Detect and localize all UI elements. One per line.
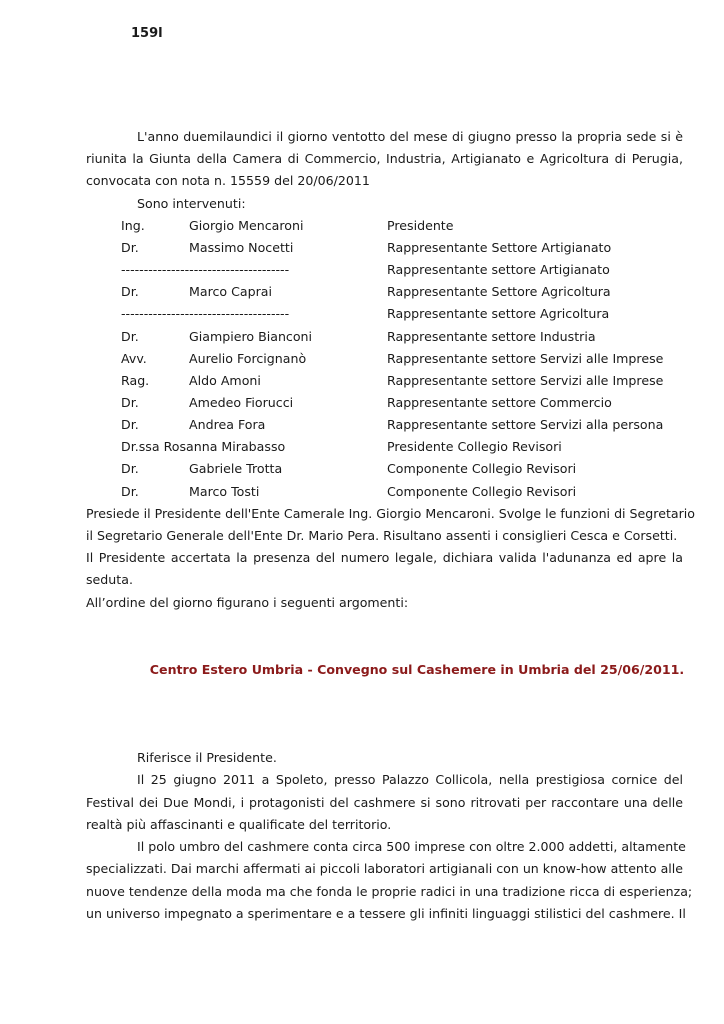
attendee-name: Andrea Fora: [189, 417, 266, 432]
attendee-title: Dr.: [121, 240, 139, 255]
attendee-role: Rappresentante Settore Agricoltura: [387, 284, 611, 299]
presiede-line-5: All’ordine del giorno figurano i seguenti argomenti:: [86, 595, 409, 610]
attendee-title: Dr.: [121, 395, 139, 410]
attendee-title: -------------------------------------: [121, 306, 290, 321]
attendee-name: Aldo Amoni: [189, 373, 261, 388]
intro-line-3: convocata con nota n. 15559 del 20/06/2011: [86, 173, 370, 188]
attendee-role: Rappresentante settore Artigianato: [387, 262, 610, 277]
intro-line-1: L'anno duemilaundici il giorno ventotto del mese di giugno presso la propria sede si è: [137, 129, 683, 144]
attendee-title: Dr.: [121, 417, 139, 432]
attendee-role: Rappresentante settore Commercio: [387, 395, 612, 410]
presiede-line-1: Presiede il Presidente dell'Ente Camerale Ing. Giorgio Mencaroni. Svolge le funzioni di Segretario: [86, 506, 695, 521]
body-line-7: nuove tendenze della moda ma che fonda le proprie radici in una tradizione ricca di esperienza;: [86, 884, 693, 899]
attendee-name: Aurelio Forcignanò: [189, 351, 307, 366]
attendee-role: Presidente: [387, 218, 454, 233]
body-line-2: Il 25 giugno 2011 a Spoleto, presso Palazzo Collicola, nella prestigiosa cornice del: [137, 772, 683, 787]
attendee-role: Rappresentante settore Agricoltura: [387, 306, 610, 321]
attendee-name: Giorgio Mencaroni: [189, 218, 304, 233]
attendee-name: Marco Caprai: [189, 284, 273, 299]
page-number: 159l: [131, 26, 163, 41]
attendee-title: Dr.: [121, 484, 139, 499]
attendee-role: Componente Collegio Revisori: [387, 461, 577, 476]
attendee-name: Marco Tosti: [189, 484, 260, 499]
attendee-title: Dr.: [121, 461, 139, 476]
attendee-name: Giampiero Bianconi: [189, 329, 313, 344]
attendee-role: Rappresentante Settore Artigianato: [387, 240, 612, 255]
presiede-line-4: seduta.: [86, 572, 133, 587]
agenda-title: Centro Estero Umbria - Convegno sul Cashemere in Umbria del 25/06/2011.: [149, 662, 685, 677]
body-line-1: Riferisce il Presidente.: [137, 750, 277, 765]
body-line-4: realtà più affascinanti e qualificate del territorio.: [86, 817, 392, 832]
presiede-line-2: il Segretario Generale dell'Ente Dr. Mario Pera. Risultano assenti i consiglieri Cesca e Corsetti.: [86, 528, 678, 543]
attendee-name: Massimo Nocetti: [189, 240, 294, 255]
attendee-role: Rappresentante settore Servizi alle Imprese: [387, 351, 664, 366]
presiede-line-3: Il Presidente accertata la presenza del numero legale, dichiara valida l'adunanza ed apre la: [86, 550, 683, 565]
attendee-title: Avv.: [121, 351, 147, 366]
body-line-3: Festival dei Due Mondi, i protagonisti del cashmere si sono ritrovati per raccontare una delle: [86, 795, 683, 810]
body-line-6: specializzati. Dai marchi affermati ai piccoli laboratori artigianali con un know-how attento alle: [86, 861, 684, 876]
intro-line-2: riunita la Giunta della Camera di Commercio, Industria, Artigianato e Agricoltura di Perugia,: [86, 151, 683, 166]
attendee-role: Presidente Collegio Revisori: [387, 439, 562, 454]
attendee-title: Dr.: [121, 284, 139, 299]
body-line-5: Il polo umbro del cashmere conta circa 500 imprese con oltre 2.000 addetti, altamente: [137, 839, 686, 854]
attendee-title: -------------------------------------: [121, 262, 290, 277]
body-line-8: un universo impegnato a sperimentare e a tessere gli infiniti linguaggi stilistici del cashmere. Il: [86, 906, 686, 921]
attendee-title: Rag.: [121, 373, 150, 388]
attendees-header: Sono intervenuti:: [137, 196, 246, 211]
attendee-role: Rappresentante settore Industria: [387, 329, 596, 344]
attendee-title: Dr.: [121, 329, 139, 344]
attendee-title: Dr.ssa Rosanna Mirabasso: [121, 439, 286, 454]
attendee-title: Ing.: [121, 218, 145, 233]
attendee-name: Gabriele Trotta: [189, 461, 283, 476]
attendee-name: Amedeo Fiorucci: [189, 395, 294, 410]
attendee-role: Componente Collegio Revisori: [387, 484, 577, 499]
attendee-role: Rappresentante settore Servizi alle Imprese: [387, 373, 664, 388]
attendee-role: Rappresentante settore Servizi alla persona: [387, 417, 664, 432]
